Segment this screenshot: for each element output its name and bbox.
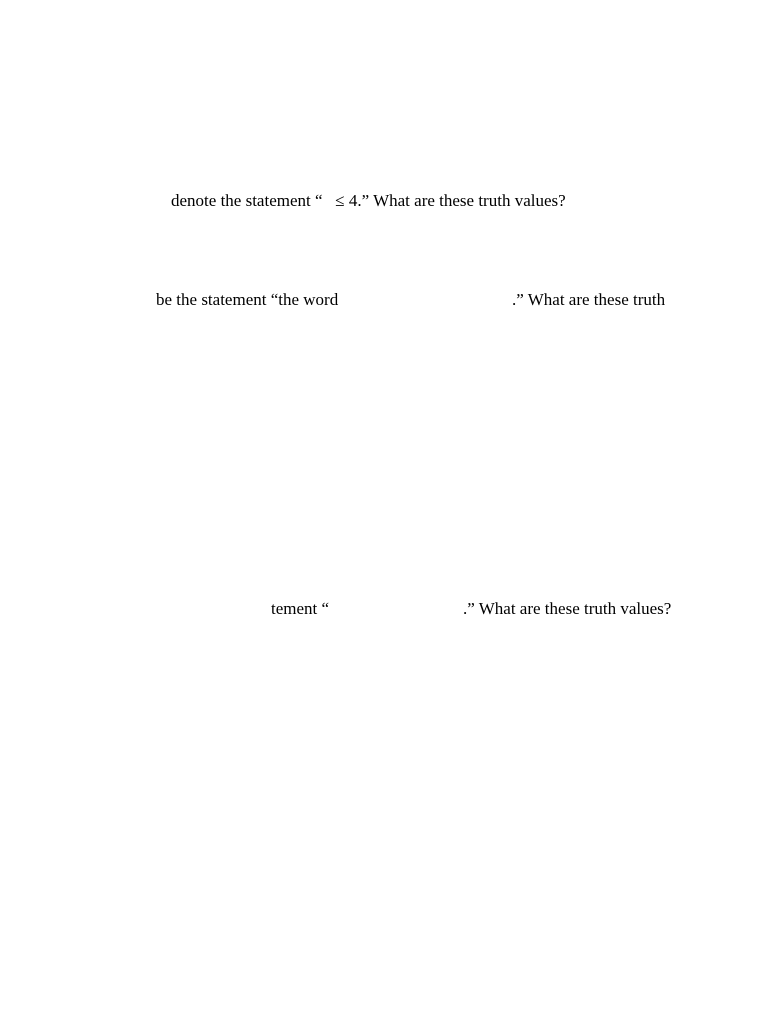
- text-fragment-statement-word-right: .” What are these truth: [512, 290, 666, 309]
- text-fragment-statement-third-right: .” What are these truth values?: [463, 599, 672, 618]
- text-fragment-statement-word-left: be the statement “the word: [156, 290, 339, 309]
- text-fragment-statement-p: denote the statement “ ≤ 4.” What are these truth values?: [171, 191, 566, 210]
- text-fragment-statement-third-left: tement “: [271, 599, 330, 618]
